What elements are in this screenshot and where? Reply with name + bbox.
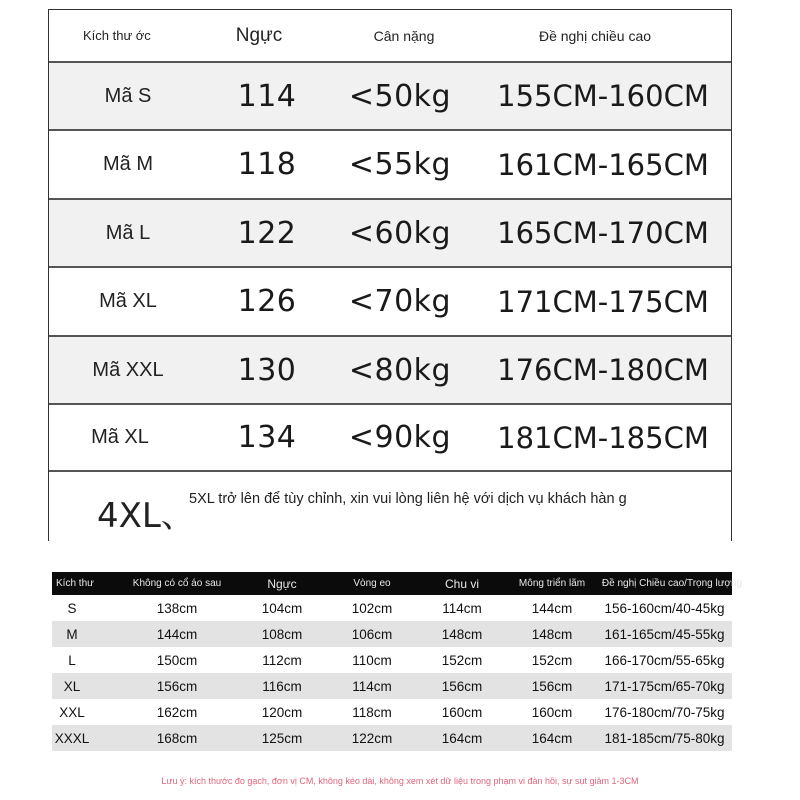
size-4xl-label: 4XL、 (97, 496, 195, 536)
table-row (52, 621, 732, 647)
custom-size-row (49, 472, 731, 541)
header-hip: Mông triển lãm (518, 578, 586, 589)
hip-cell: 160cm (531, 704, 573, 720)
recommend-cell: 176-180cm/70-75kg (604, 704, 725, 720)
hip-cell: 148cm (531, 626, 573, 642)
size-chart-table (48, 9, 732, 541)
length-cell: 144cm (156, 626, 198, 642)
chest-cell: 126 (237, 284, 297, 319)
table-row (49, 63, 731, 131)
weight-cell: <50kg (348, 78, 452, 114)
table-row (49, 200, 731, 268)
length-cell: 168cm (156, 730, 198, 746)
chest-cell: 116cm (262, 678, 302, 694)
header-size: Kích thư ớc (83, 28, 151, 43)
chest-cell: 134 (237, 420, 297, 455)
hip-cell: 144cm (531, 600, 573, 616)
header-chest: Ngực (267, 576, 297, 591)
chest-cell: 120cm (261, 704, 303, 720)
table-row (49, 131, 731, 200)
size-cell: XL (63, 678, 81, 694)
size-cell: Mã XL (91, 426, 149, 448)
height-cell: 155CM-160CM (497, 79, 709, 113)
measurement-footnote: Lưu ý: kích thước đo gạch, đơn vị CM, không kéo dài, không xem xét dữ liệu trong phạm vi đàn hồi, sự sụt giảm 1-3CM (161, 776, 639, 786)
weight-cell: <90kg (348, 420, 452, 455)
custom-size-note: 5XL trở lên để tùy chỉnh, xin vui lòng liên hệ với dịch vụ khách hàn g (189, 491, 627, 507)
header-height: Đề nghị chiều cao (538, 27, 652, 44)
length-cell: 162cm (156, 704, 198, 720)
height-cell: 181CM-185CM (497, 420, 709, 455)
recommend-cell: 181-185cm/75-80kg (604, 730, 725, 746)
size-cell: Mã M (103, 153, 153, 175)
table-row (52, 699, 732, 725)
header-weight: Cân nặng (373, 27, 435, 44)
weight-cell: <80kg (348, 352, 452, 388)
table-row (52, 595, 732, 621)
chest-cell: 118 (237, 147, 297, 182)
size-cell: Mã XXL (92, 358, 164, 381)
size-cell: Mã XL (99, 290, 157, 312)
hem-cell: 148cm (441, 626, 483, 642)
size-cell: L (68, 652, 76, 668)
waist-cell: 106cm (351, 626, 393, 642)
hem-cell: 152cm (441, 652, 483, 668)
recommend-cell: 156-160cm/40-45kg (604, 600, 725, 616)
header-recommend: Đề nghị Chiều cao/Trọng lượng (601, 578, 743, 589)
header-length: Không có cổ áo sau (132, 578, 222, 589)
chest-cell: 108cm (261, 626, 303, 642)
hip-cell: 164cm (531, 730, 573, 746)
table-row (49, 268, 731, 337)
waist-cell: 118cm (352, 704, 392, 720)
height-cell: 176CM-180CM (497, 353, 709, 387)
table-row (52, 647, 732, 673)
header-size: Kích thư (56, 578, 94, 589)
waist-cell: 110cm (352, 652, 392, 668)
height-cell: 165CM-170CM (497, 216, 709, 250)
hip-cell: 156cm (531, 678, 573, 694)
weight-cell: <60kg (348, 215, 452, 251)
weight-cell: <55kg (348, 147, 452, 182)
table-row (49, 337, 731, 405)
length-cell: 150cm (156, 652, 198, 668)
chest-cell: 112cm (262, 652, 302, 668)
hem-cell: 160cm (441, 704, 483, 720)
table-header-row (52, 572, 743, 595)
size-cell: Mã L (105, 221, 151, 244)
waist-cell: 114cm (352, 678, 392, 694)
height-cell: 161CM-165CM (497, 147, 709, 182)
chest-cell: 122 (237, 215, 297, 251)
table-row (52, 673, 732, 699)
length-cell: 156cm (156, 678, 198, 694)
height-cell: 171CM-175CM (497, 284, 709, 319)
size-cell: XXXL (54, 730, 90, 746)
size-cell: M (66, 626, 78, 642)
size-cell: S (67, 600, 77, 616)
hem-cell: 156cm (441, 678, 483, 694)
header-chest: Ngực (235, 24, 283, 46)
table-row (49, 405, 731, 472)
recommend-cell: 161-165cm/45-55kg (604, 626, 725, 642)
hem-cell: 114cm (442, 600, 482, 616)
size-cell: XXL (59, 704, 85, 720)
weight-cell: <70kg (348, 284, 452, 319)
recommend-cell: 171-175cm/65-70kg (604, 678, 725, 694)
header-waist: Vòng eo (353, 578, 391, 589)
table-row (52, 725, 732, 751)
hip-cell: 152cm (531, 652, 573, 668)
size-cell: Mã S (104, 84, 152, 107)
table-header-row (49, 10, 731, 63)
waist-cell: 122cm (351, 730, 393, 746)
chest-cell: 114 (237, 78, 297, 114)
waist-cell: 102cm (351, 600, 393, 616)
header-hem: Chu vi (444, 576, 479, 591)
chest-cell: 130 (237, 352, 297, 388)
chest-cell: 125cm (261, 730, 303, 746)
length-cell: 138cm (156, 600, 198, 616)
hem-cell: 164cm (441, 730, 483, 746)
recommend-cell: 166-170cm/55-65kg (604, 652, 725, 668)
chest-cell: 104cm (261, 600, 303, 616)
